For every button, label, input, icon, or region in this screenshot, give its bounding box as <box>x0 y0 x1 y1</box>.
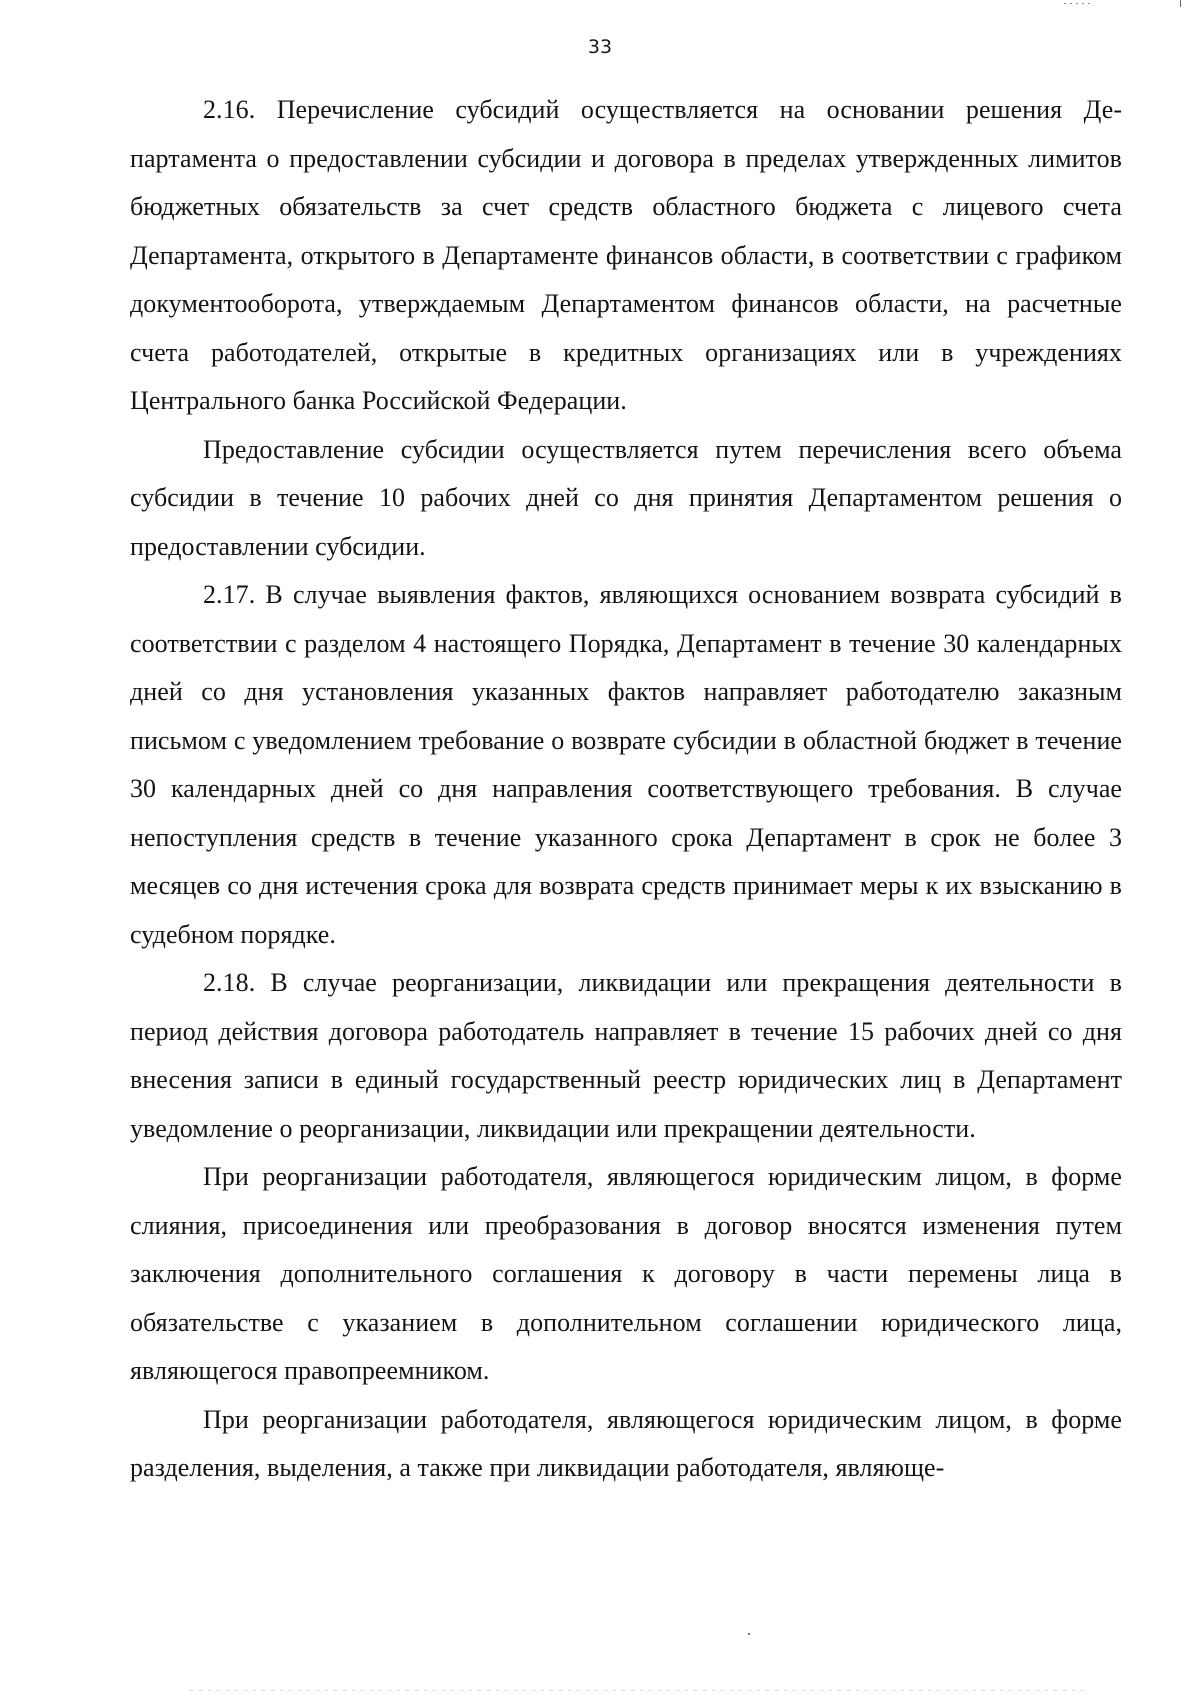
paragraph-reorganization-division: При реорганизации работодателя, являющегося юридическим лицом, в форме разделения, выделения, а также при ликвидации работодателя, являюще- <box>130 1404 1122 1482</box>
scan-mark <box>748 1633 750 1635</box>
document-body <box>130 86 1122 1493</box>
scan-mark <box>190 1690 1090 1691</box>
paragraph-subsidy-transfer: Предоставление субсидии осуществляется путем перечисления всего объема субсидии в течение 10 рабочих дней со дня принятия Департаментом решения о предоставлении субсидии. <box>130 434 1122 561</box>
scan-mark <box>1180 0 1181 7</box>
paragraph-2-17: 2.17. В случае выявления фактов, являющихся основанием возврата субсидий в соответствии с разделом 4 настоящего Порядка, Департамент в течение 30 календарных дней со дня установления указанных фактов направляет работодателю заказным письмом с уведомлением требование о возврате субсидии в областной бюджет в течение 30 календарных дней со дня направления соответствующего требования. В случае непоступления средств в течение указанного срока Департамент в срок не более 3 месяцев со дня истечения срока для возврата средств принимает меры к их взысканию в судебном порядке. <box>130 580 1122 949</box>
paragraph-reorganization-merger: При реорганизации работодателя, являющегося юридическим лицом, в форме слияния, присоединения или преобразования в договор вносятся изменения путем заключения дополнительного соглашения к договору в части перемены лица в обязательстве с указанием в дополнительном соглашении юридического лица, являющегося правопреемником. <box>130 1162 1122 1385</box>
paragraph-2-16: 2.16. Перечисление субсидий осуществляется на основании решения Департамента о предоставлении субсидии и договора в пределах утвержденных лимитов бюджетных обязательств за счет средств областного бюджета с лицевого счета Департамента, открытого в Департаменте финансов области, в соответствии с графиком документооборота, утверждаемым Департаментом финансов области, на расчетные счета работодателей, открытые в кредитных организациях или в учреждениях Центрального банка Российской Федерации. <box>130 95 1122 415</box>
paragraph-2-18: 2.18. В случае реорганизации, ликвидации или прекращения деятельности в период действия договора работодатель направляет в течение 15 рабочих дней со дня внесения записи в единый государственный реестр юридических лиц в Департамент уведомление о реорганизации, ликвидации или прекращении деятельности. <box>130 968 1122 1143</box>
scan-mark <box>1064 3 1094 4</box>
page-number: 33 <box>587 36 613 58</box>
